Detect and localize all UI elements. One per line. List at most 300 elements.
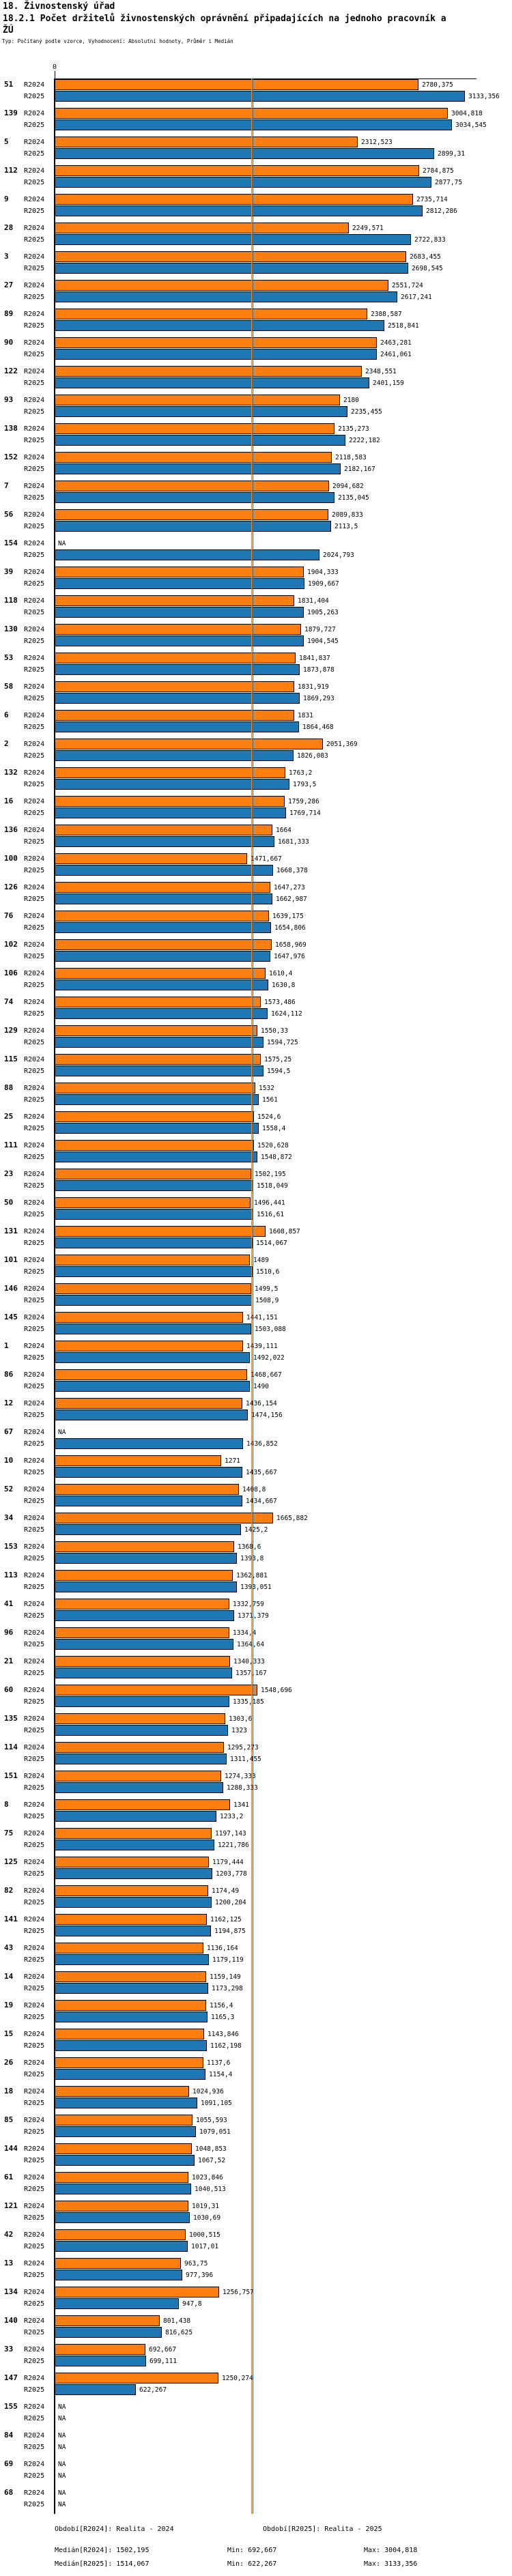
- bar-value-label: 2024,793: [323, 552, 354, 559]
- value-bar-r2025: [55, 2098, 197, 2108]
- row-id-label: 6: [4, 711, 9, 719]
- value-bar-r2025: [55, 693, 300, 704]
- series-label-r2024: R2024: [24, 110, 45, 117]
- bar-value-label: 1179,119: [212, 1956, 244, 1964]
- value-bar-r2024: [55, 2086, 189, 2097]
- value-bar-r2025: [55, 177, 431, 188]
- series-label-r2025: R2025: [24, 1096, 45, 1104]
- value-bar-r2025: [55, 349, 377, 360]
- value-bar-r2025: [55, 2040, 207, 2051]
- row-id-label: 113: [4, 1571, 18, 1579]
- value-bar-r2025: [55, 320, 384, 331]
- bar-value-label: 2780,375: [422, 81, 453, 89]
- value-bar-r2024: [55, 309, 367, 319]
- value-bar-r2025: [55, 1811, 216, 1822]
- bar-value-label: 1561: [262, 1096, 278, 1104]
- value-bar-r2024: [55, 1054, 261, 1065]
- value-bar-r2025: [55, 1668, 232, 1678]
- series-label-r2024: R2024: [24, 2461, 45, 2468]
- series-label-r2024: R2024: [24, 282, 45, 289]
- bar-value-label: 1079,051: [199, 2128, 231, 2136]
- series-label-r2025: R2025: [24, 1612, 45, 1620]
- bar-value-label: 1335,185: [233, 1698, 264, 1706]
- bar-value-label: 2388,587: [371, 311, 402, 318]
- value-bar-r2025: [55, 1639, 233, 1650]
- bar-value-label: 1763,2: [289, 769, 313, 777]
- value-bar-r2024: [55, 481, 329, 491]
- bar-value-label: 1532: [259, 1085, 274, 1092]
- row-id-label: 106: [4, 969, 18, 977]
- bar-value-label: 1841,837: [299, 655, 330, 662]
- series-label-r2025: R2025: [24, 93, 45, 100]
- series-label-r2024: R2024: [24, 2375, 45, 2382]
- series-label-r2025: R2025: [24, 494, 45, 502]
- value-bar-r2025: [55, 1868, 212, 1879]
- value-bar-r2025: [55, 1610, 234, 1621]
- series-label-r2024: R2024: [24, 769, 45, 777]
- series-label-r2025: R2025: [24, 2186, 45, 2193]
- value-bar-r2025: [55, 1037, 264, 1048]
- value-bar-r2025: [55, 1495, 242, 1506]
- row-id-label: 136: [4, 825, 18, 834]
- value-bar-r2025: [55, 2384, 136, 2395]
- series-label-r2024: R2024: [24, 1601, 45, 1608]
- series-label-r2024: R2024: [24, 798, 45, 805]
- series-label-r2024: R2024: [24, 511, 45, 519]
- series-label-r2025: R2025: [24, 2042, 45, 2050]
- value-bar-r2024: [55, 595, 294, 606]
- series-label-r2024: R2024: [24, 454, 45, 461]
- row-id-label: 39: [4, 567, 14, 576]
- bar-value-label: 3004,818: [451, 110, 483, 117]
- bar-value-label: 1909,667: [308, 580, 339, 588]
- value-bar-r2024: [55, 2287, 219, 2298]
- row-id-label: 115: [4, 1055, 18, 1063]
- bar-value-label: 1023,846: [192, 2174, 223, 2181]
- series-label-r2024: R2024: [24, 253, 45, 261]
- bar-value-label: 1165,3: [211, 2014, 235, 2021]
- series-label-r2024: R2024: [24, 999, 45, 1006]
- bar-value-label: 1510,6: [256, 1268, 280, 1276]
- bar-value-label: 2735,714: [416, 196, 448, 203]
- series-label-r2025: R2025: [24, 1928, 45, 1935]
- series-label-r2025: R2025: [24, 752, 45, 760]
- bar-value-label: 1024,936: [193, 2088, 224, 2095]
- bar-value-label: 1873,878: [303, 666, 335, 674]
- row-id-label: 12: [4, 1399, 14, 1407]
- value-bar-r2024: [55, 194, 413, 205]
- value-bar-r2025: [55, 1926, 211, 1936]
- value-bar-r2025: [55, 2069, 205, 2080]
- row-id-label: 51: [4, 80, 14, 89]
- row-id-label: 60: [4, 1685, 14, 1694]
- series-label-r2024: R2024: [24, 941, 45, 949]
- bar-value-label: 1341: [233, 1801, 249, 1809]
- row-id-label: 129: [4, 1026, 18, 1035]
- value-bar-r2024: [55, 710, 294, 721]
- bar-value-label: 1492,022: [253, 1354, 285, 1362]
- series-label-r2025: R2025: [24, 1354, 45, 1362]
- bar-value-label: 1668,378: [276, 867, 308, 874]
- bar-value-label: 2249,571: [352, 225, 384, 232]
- series-label-r2024: R2024: [24, 1687, 45, 1694]
- series-label-r2025: R2025: [24, 1670, 45, 1677]
- bar-value-label: 1311,455: [230, 1756, 261, 1763]
- value-bar-r2025: [55, 2212, 190, 2223]
- value-bar-r2024: [55, 1742, 224, 1753]
- row-id-label: 19: [4, 2001, 14, 2009]
- bar-value-label: 1362,881: [236, 1572, 268, 1579]
- row-id-label: 76: [4, 911, 14, 920]
- bar-value-label: 1558,4: [262, 1125, 286, 1132]
- bar-value-label: 1647,273: [274, 884, 305, 891]
- bar-value-label: 1490: [253, 1383, 269, 1390]
- legend-max-r2024: Max: 3004,818: [364, 2547, 418, 2554]
- value-bar-r2024: [55, 1283, 251, 1294]
- row-id-label: 8: [4, 1800, 9, 1809]
- bar-value-label: 1594,5: [267, 1068, 291, 1075]
- legend-max-r2025: Max: 3133,356: [364, 2560, 418, 2568]
- value-bar-r2025: [55, 234, 411, 245]
- bar-value-label: 2877,75: [435, 179, 463, 186]
- row-id-label: 112: [4, 166, 18, 175]
- series-label-r2025: R2025: [24, 1326, 45, 1333]
- series-label-r2024: R2024: [24, 1715, 45, 1723]
- value-bar-r2024: [55, 1713, 225, 1724]
- value-bar-r2025: [55, 549, 319, 560]
- row-id-label: 9: [4, 195, 9, 203]
- series-label-r2025: R2025: [24, 2272, 45, 2279]
- bar-value-label: 1274,333: [225, 1773, 256, 1780]
- bar-value-label: 1489: [253, 1257, 269, 1264]
- value-bar-r2024: [55, 1455, 221, 1466]
- value-bar-r2024: [55, 1197, 251, 1208]
- bar-value-label: 2089,833: [332, 511, 363, 519]
- na-value-label: NA: [58, 1429, 66, 1436]
- value-bar-r2024: [55, 1341, 243, 1351]
- series-label-r2025: R2025: [24, 1154, 45, 1161]
- series-label-r2025: R2025: [24, 2100, 45, 2107]
- row-id-label: 118: [4, 596, 18, 605]
- value-bar-r2024: [55, 2057, 203, 2068]
- bar-value-label: 1879,727: [304, 626, 336, 633]
- value-bar-r2024: [55, 137, 358, 147]
- value-bar-r2024: [55, 1857, 209, 1867]
- row-id-label: 138: [4, 424, 18, 433]
- bar-value-label: 1508,9: [255, 1297, 279, 1304]
- series-label-r2024: R2024: [24, 1228, 45, 1235]
- row-id-label: 144: [4, 2144, 18, 2153]
- value-bar-r2025: [55, 1725, 228, 1736]
- bar-value-label: 3034,545: [455, 121, 487, 129]
- series-label-r2025: R2025: [24, 552, 45, 559]
- series-label-r2024: R2024: [24, 1572, 45, 1579]
- series-label-r2025: R2025: [24, 2472, 45, 2480]
- series-label-r2024: R2024: [24, 970, 45, 977]
- bar-value-label: 1371,379: [238, 1612, 269, 1620]
- bar-value-label: 1664: [276, 827, 291, 834]
- series-label-r2025: R2025: [24, 2014, 45, 2021]
- series-label-r2024: R2024: [24, 1887, 45, 1895]
- series-label-r2024: R2024: [24, 225, 45, 232]
- series-label-r2024: R2024: [24, 2317, 45, 2325]
- bar-value-label: 1173,298: [212, 1985, 243, 1992]
- series-label-r2024: R2024: [24, 1085, 45, 1092]
- row-id-label: 84: [4, 2431, 14, 2439]
- bar-value-label: 1630,8: [272, 982, 296, 989]
- bar-value-label: 2784,875: [423, 167, 454, 175]
- value-bar-r2024: [55, 1627, 229, 1638]
- bar-value-label: 1439,111: [246, 1343, 278, 1350]
- series-label-r2025: R2025: [24, 408, 45, 416]
- series-label-r2025: R2025: [24, 2157, 45, 2164]
- series-label-r2025: R2025: [24, 1498, 45, 1505]
- value-bar-r2025: [55, 635, 304, 646]
- series-label-r2025: R2025: [24, 580, 45, 588]
- series-label-r2025: R2025: [24, 2501, 45, 2508]
- value-bar-r2024: [55, 223, 349, 233]
- series-label-r2025: R2025: [24, 2444, 45, 2451]
- bar-value-label: 1503,088: [255, 1326, 286, 1333]
- value-bar-r2024: [55, 567, 304, 577]
- bar-value-label: 1905,263: [307, 609, 339, 616]
- value-bar-r2024: [55, 2029, 204, 2040]
- series-label-r2025: R2025: [24, 2128, 45, 2136]
- series-label-r2024: R2024: [24, 368, 45, 375]
- bar-value-label: 2461,061: [380, 351, 412, 358]
- value-bar-r2024: [55, 2344, 145, 2355]
- value-bar-r2024: [55, 1025, 257, 1036]
- bar-value-label: 1608,857: [269, 1228, 300, 1235]
- value-bar-r2024: [55, 2143, 192, 2154]
- value-bar-r2025: [55, 893, 272, 904]
- bar-value-label: 1681,333: [278, 838, 309, 846]
- bar-value-label: 1221,786: [218, 1842, 249, 1849]
- value-bar-r2025: [55, 1438, 243, 1449]
- row-id-label: 34: [4, 1513, 14, 1522]
- value-bar-r2024: [55, 366, 362, 377]
- value-bar-r2024: [55, 2000, 206, 2011]
- series-label-r2024: R2024: [24, 196, 45, 203]
- value-bar-r2024: [55, 79, 418, 90]
- series-label-r2024: R2024: [24, 1945, 45, 1952]
- bar-value-label: 1514,067: [256, 1240, 287, 1247]
- value-bar-r2024: [55, 2373, 218, 2384]
- bar-value-label: 1793,5: [293, 781, 317, 788]
- value-bar-r2025: [55, 91, 465, 102]
- bar-value-label: 2551,724: [392, 282, 423, 289]
- legend-period-r2024: Období[R2024]: Realita - 2024: [55, 2525, 174, 2533]
- value-bar-r2024: [55, 2172, 188, 2183]
- legend-min-r2024: Min: 692,667: [227, 2547, 277, 2554]
- series-label-r2024: R2024: [24, 712, 45, 719]
- bar-value-label: 1156,4: [210, 2002, 233, 2009]
- row-id-label: 126: [4, 883, 18, 891]
- series-label-r2025: R2025: [24, 2358, 45, 2365]
- row-id-label: 121: [4, 2201, 18, 2210]
- value-bar-r2024: [55, 1369, 247, 1380]
- series-label-r2024: R2024: [24, 1916, 45, 1923]
- value-bar-r2024: [55, 2229, 186, 2240]
- bar-value-label: 1520,628: [257, 1142, 289, 1149]
- row-id-label: 82: [4, 1886, 14, 1895]
- series-label-r2025: R2025: [24, 1985, 45, 1992]
- row-id-label: 153: [4, 1542, 18, 1551]
- row-id-label: 5: [4, 137, 9, 146]
- series-label-r2024: R2024: [24, 2289, 45, 2296]
- bar-value-label: 1594,725: [267, 1039, 298, 1046]
- bar-value-label: 3133,356: [468, 93, 500, 100]
- series-label-r2025: R2025: [24, 953, 45, 960]
- value-bar-r2024: [55, 1914, 207, 1925]
- row-id-label: 139: [4, 109, 18, 117]
- bar-value-label: 2348,551: [365, 368, 397, 375]
- bar-value-label: 1179,444: [212, 1859, 244, 1866]
- value-bar-r2025: [55, 1782, 223, 1793]
- bar-value-label: 1048,853: [195, 2145, 227, 2153]
- bar-value-label: 1831,404: [298, 597, 329, 605]
- bar-value-label: 1662,987: [276, 896, 307, 903]
- na-value-label: NA: [58, 540, 66, 547]
- row-id-label: 69: [4, 2459, 14, 2468]
- bar-value-label: 2617,241: [401, 294, 432, 301]
- bar-value-label: 1256,757: [223, 2289, 254, 2296]
- value-bar-r2025: [55, 1840, 214, 1850]
- series-label-r2024: R2024: [24, 1400, 45, 1407]
- row-id-label: 86: [4, 1370, 14, 1379]
- bar-value-label: 1091,105: [201, 2100, 232, 2107]
- series-label-r2025: R2025: [24, 1526, 45, 1534]
- bar-value-label: 2182,167: [344, 466, 375, 473]
- bar-value-label: 2401,159: [373, 380, 404, 387]
- series-label-r2024: R2024: [24, 1314, 45, 1321]
- series-label-r2025: R2025: [24, 2386, 45, 2394]
- bar-value-label: 1340,333: [233, 1658, 265, 1665]
- bar-value-label: 1019,31: [192, 2203, 220, 2210]
- bar-value-label: 2222,182: [349, 437, 380, 444]
- bar-value-label: 1904,545: [307, 638, 339, 645]
- value-bar-r2024: [55, 1226, 266, 1237]
- value-bar-r2024: [55, 681, 294, 692]
- row-id-label: 50: [4, 1198, 14, 1207]
- row-id-label: 125: [4, 1857, 18, 1866]
- row-id-label: 111: [4, 1141, 18, 1149]
- row-id-label: 147: [4, 2373, 18, 2382]
- row-id-label: 42: [4, 2230, 14, 2239]
- series-label-r2025: R2025: [24, 1440, 45, 1448]
- bar-value-label: 2135,045: [338, 494, 369, 502]
- value-bar-r2025: [55, 148, 434, 159]
- bar-value-label: 1436,852: [246, 1440, 278, 1448]
- series-label-r2025: R2025: [24, 466, 45, 473]
- value-bar-r2025: [55, 2012, 208, 2022]
- value-bar-r2024: [55, 624, 301, 635]
- bar-value-label: 1548,696: [261, 1687, 292, 1694]
- row-id-label: 61: [4, 2173, 14, 2181]
- value-bar-r2024: [55, 2115, 193, 2126]
- value-bar-r2024: [55, 2258, 181, 2269]
- value-bar-r2025: [55, 1582, 237, 1592]
- value-bar-r2024: [55, 1312, 243, 1323]
- bar-value-label: 2135,273: [338, 425, 369, 433]
- series-label-r2025: R2025: [24, 1125, 45, 1132]
- series-label-r2024: R2024: [24, 139, 45, 146]
- bar-value-label: 1159,149: [210, 1973, 241, 1981]
- bar-value-label: 1162,198: [210, 2042, 242, 2050]
- series-label-r2024: R2024: [24, 1171, 45, 1178]
- bar-value-label: 2518,841: [388, 322, 419, 330]
- value-bar-r2025: [55, 1409, 248, 1420]
- row-id-label: 102: [4, 940, 18, 949]
- row-id-label: 75: [4, 1829, 14, 1837]
- bar-value-label: 622,267: [139, 2386, 167, 2394]
- series-label-r2025: R2025: [24, 1784, 45, 1792]
- value-bar-r2025: [55, 291, 397, 302]
- bar-value-label: 1323: [231, 1727, 247, 1734]
- row-id-label: 28: [4, 223, 14, 232]
- row-id-label: 141: [4, 1915, 18, 1923]
- series-label-r2024: R2024: [24, 1142, 45, 1149]
- series-label-r2024: R2024: [24, 1457, 45, 1465]
- series-label-r2024: R2024: [24, 540, 45, 547]
- value-bar-r2024: [55, 1599, 229, 1609]
- series-label-r2025: R2025: [24, 638, 45, 645]
- row-id-label: 52: [4, 1485, 14, 1493]
- value-bar-r2024: [55, 1484, 239, 1495]
- series-label-r2025: R2025: [24, 121, 45, 129]
- na-value-label: NA: [58, 2403, 66, 2411]
- series-label-r2025: R2025: [24, 294, 45, 301]
- series-label-r2024: R2024: [24, 425, 45, 433]
- value-bar-r2025: [55, 406, 347, 417]
- series-label-r2025: R2025: [24, 1240, 45, 1247]
- series-label-r2024: R2024: [24, 626, 45, 633]
- bar-value-label: 1869,293: [303, 695, 335, 702]
- series-label-r2024: R2024: [24, 1285, 45, 1293]
- bar-value-label: 1040,513: [195, 2186, 226, 2193]
- row-id-label: 145: [4, 1313, 18, 1321]
- bar-value-label: 1288,333: [227, 1784, 258, 1792]
- bar-value-label: 1474,156: [251, 1412, 283, 1419]
- series-label-r2024: R2024: [24, 2346, 45, 2353]
- series-label-r2024: R2024: [24, 1973, 45, 1981]
- value-bar-r2025: [55, 1123, 259, 1134]
- value-bar-r2025: [55, 1094, 259, 1105]
- series-label-r2025: R2025: [24, 2415, 45, 2422]
- na-value-label: NA: [58, 2444, 66, 2451]
- series-label-r2024: R2024: [24, 311, 45, 318]
- series-label-r2024: R2024: [24, 2231, 45, 2239]
- value-bar-r2024: [55, 251, 406, 262]
- series-label-r2024: R2024: [24, 339, 45, 347]
- value-bar-r2025: [55, 1151, 257, 1162]
- bar-value-label: 1154,4: [209, 2071, 233, 2078]
- row-id-label: 93: [4, 395, 14, 404]
- bar-value-label: 2722,833: [414, 236, 446, 244]
- row-id-label: 7: [4, 481, 9, 490]
- series-label-r2025: R2025: [24, 1956, 45, 1964]
- series-label-r2025: R2025: [24, 2071, 45, 2078]
- series-label-r2024: R2024: [24, 683, 45, 691]
- series-label-r2025: R2025: [24, 2214, 45, 2222]
- value-bar-r2025: [55, 1696, 229, 1707]
- series-label-r2024: R2024: [24, 1113, 45, 1121]
- series-label-r2025: R2025: [24, 1584, 45, 1591]
- na-value-label: NA: [58, 2489, 66, 2497]
- row-id-label: 101: [4, 1255, 18, 1264]
- series-label-r2024: R2024: [24, 167, 45, 175]
- value-bar-r2025: [55, 2356, 146, 2366]
